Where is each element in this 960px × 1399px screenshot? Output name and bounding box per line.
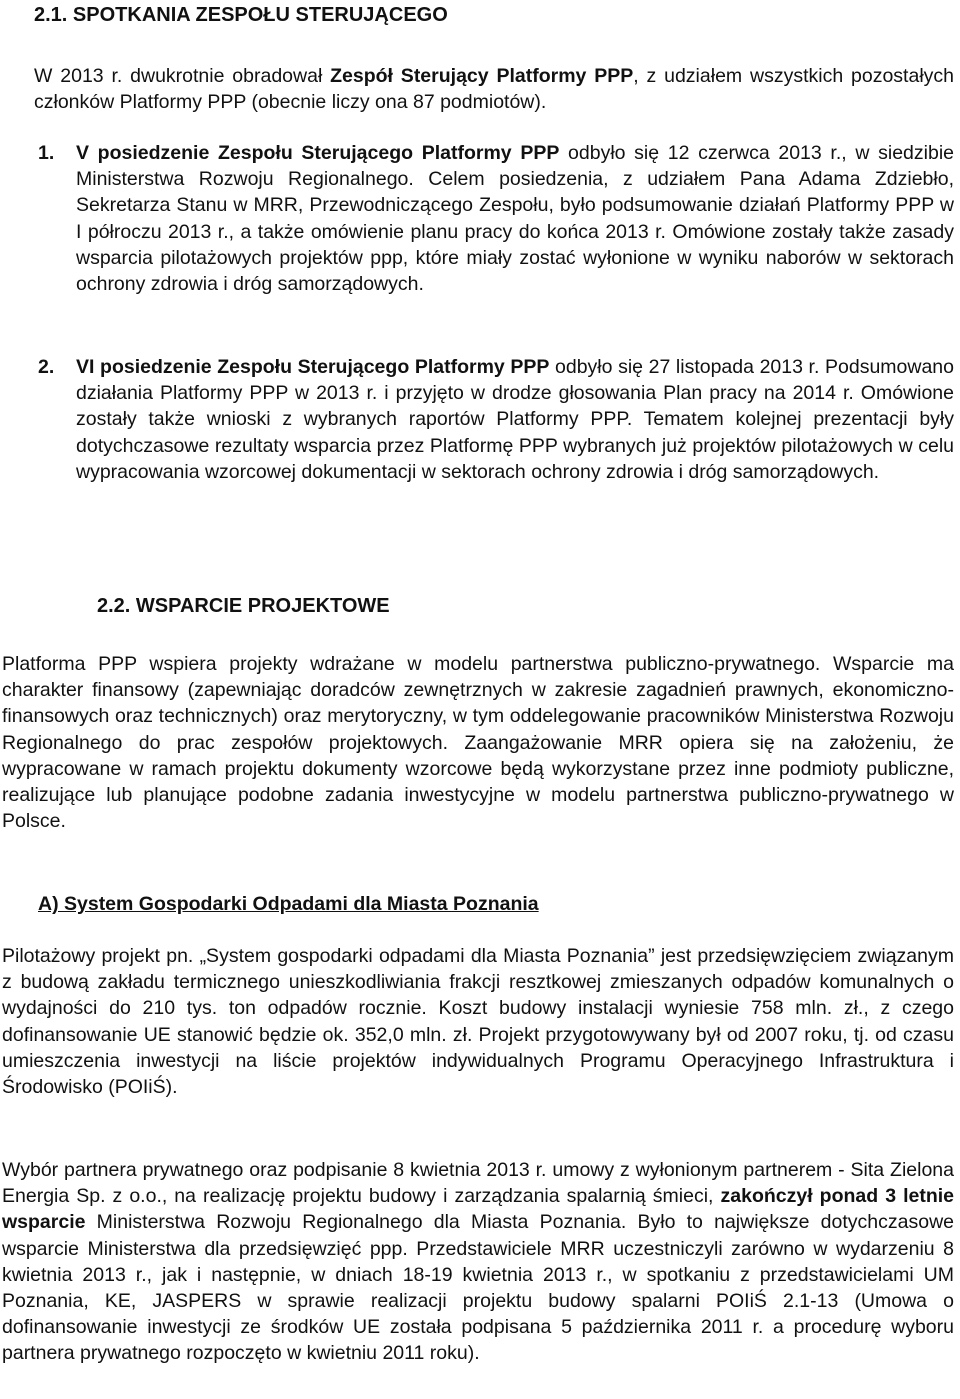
section-2-paragraph: Platforma PPP wspiera projekty wdrażane w modelu partnerstwa publiczno-prywatnego. Wsparcie ma charakter finansowy (zapewniając doradców zewnętrznych w zakresie zagadnień prawnych, ekonomiczno-finansowych oraz technicznych) oraz merytoryczny, w tym oddelegowanie pracowników Ministerstwa Rozwoju Regionalnego do prac zespołów projektowych. Zaangażowanie MRR opiera się na założeniu, że wypracowane w ramach projektu dokumenty wzorcowe będą wykorzystane przez inne podmioty publiczne, realizujące lub planujące podobne zadania inwestycyjne w modelu partnerstwa publiczno-prywatnego w Polsce. xyxy=(2,653,954,833)
section-1-intro: W 2013 r. dwukrotnie obradował Zespół Sterujący Platformy PPP, z udziałem wszystkich pozostałych członków Platformy PPP (obecnie liczy ona 87 podmiotów). xyxy=(34,65,954,114)
meetings-list-2 xyxy=(38,354,954,485)
section-heading-2-1: 2.1. SPOTKANIA ZESPOŁU STERUJĄCEGO xyxy=(34,4,448,26)
subsection-a-paragraph-2: Wybór partnera prywatnego oraz podpisanie 8 kwietnia 2013 r. umowy z wyłonionym partnerem - Sita Zielona Energia Sp. z o.o., na realizację projektu budowy i zarządzania spalarnią śmieci, zakończył ponad 3 letnie wsparcie Ministerstwa Rozwoju Regionalnego dla Miasta Poznania. Było to największe dotychczasowe wsparcie Ministerstwa dla przedsięwzięć ppp. Przedstawiciele MRR uczestniczyli zarówno w wydarzeniu 8 kwietnia 2013 r., jak i następnie, w dniach 18-19 kwietnia 2013 r., w spotkaniu z przedstawicielami UM Poznania, KE, JASPERS w sprawie realizacji projektu budowy spalarni POIiŚ 2.1-13 (Umowa o dofinansowanie inwestycji ze środków UE została podpisana 5 października 2011 r. a procedurę wyboru partnera prywatnego rozpoczęto w kwietniu 2011 roku). xyxy=(2,1159,955,1365)
section-heading-2-2: 2.2. WSPARCIE PROJEKTOWE xyxy=(97,595,390,617)
subsection-a-paragraph-1: Pilotażowy projekt pn. „System gospodarki odpadami dla Miasta Poznania” jest przedsięwzięciem związanym z budową zakładu termicznego unieszkodliwiania frakcji resztkowej zmieszanych odpadów komunalnych o wydajności do 210 tys. ton odpadów rocznie. Koszt budowy instalacji wyniesie 758 mln. zł., z czego dofinansowanie UE stanowić będzie ok. 352,0 mln. zł. Projekt przygotowywany był od 2007 roku, tj. od czasu umieszczenia inwestycji na liście projektów indywidualnych Programu Operacyjnego Infrastruktura i Środowisko (POIiŚ). xyxy=(2,945,954,1099)
list-item: 2. VI posiedzenie Zespołu Sterującego Platformy PPP odbyło się 27 listopada 2013 r. Podsumowano działania Platformy PPP w 2013 r. i przyjęto w drodze głosowania Plan pracy na 2014 r. Omówione zostały także wnioski z wybranych raportów Platformy PPP. Tematem kolejnej prezentacji były dotychczasowe rezultaty wsparcia przez Platformę PPP wybranych już projektów pilotażowych w celu wypracowania wzorcowej dokumentacji w sektorach ochrony zdrowia i dróg samorządowych. xyxy=(38,356,954,483)
subsection-heading-a: A) System Gospodarki Odpadami dla Miasta Poznania xyxy=(38,893,539,915)
list-item: 1. V posiedzenie Zespołu Sterującego Platformy PPP odbyło się 12 czerwca 2013 r., w siedzibie Ministerstwa Rozwoju Regionalnego. Celem posiedzenia, z udziałem Pana Adama Zdziebło, Sekretarza Stanu w MRR, Przewodniczącego Zespołu, było podsumowanie działań Platformy PPP w I półroczu 2013 r., a także omówienie planu pracy do końca 2013 r. Omówione zostały także zasady wsparcia pilotażowych projektów ppp, które miały zostać wyłonione w wyniku naborów w sektorach ochrony zdrowia i dróg samorządowych. xyxy=(38,142,954,296)
meetings-list-1 xyxy=(38,140,954,297)
